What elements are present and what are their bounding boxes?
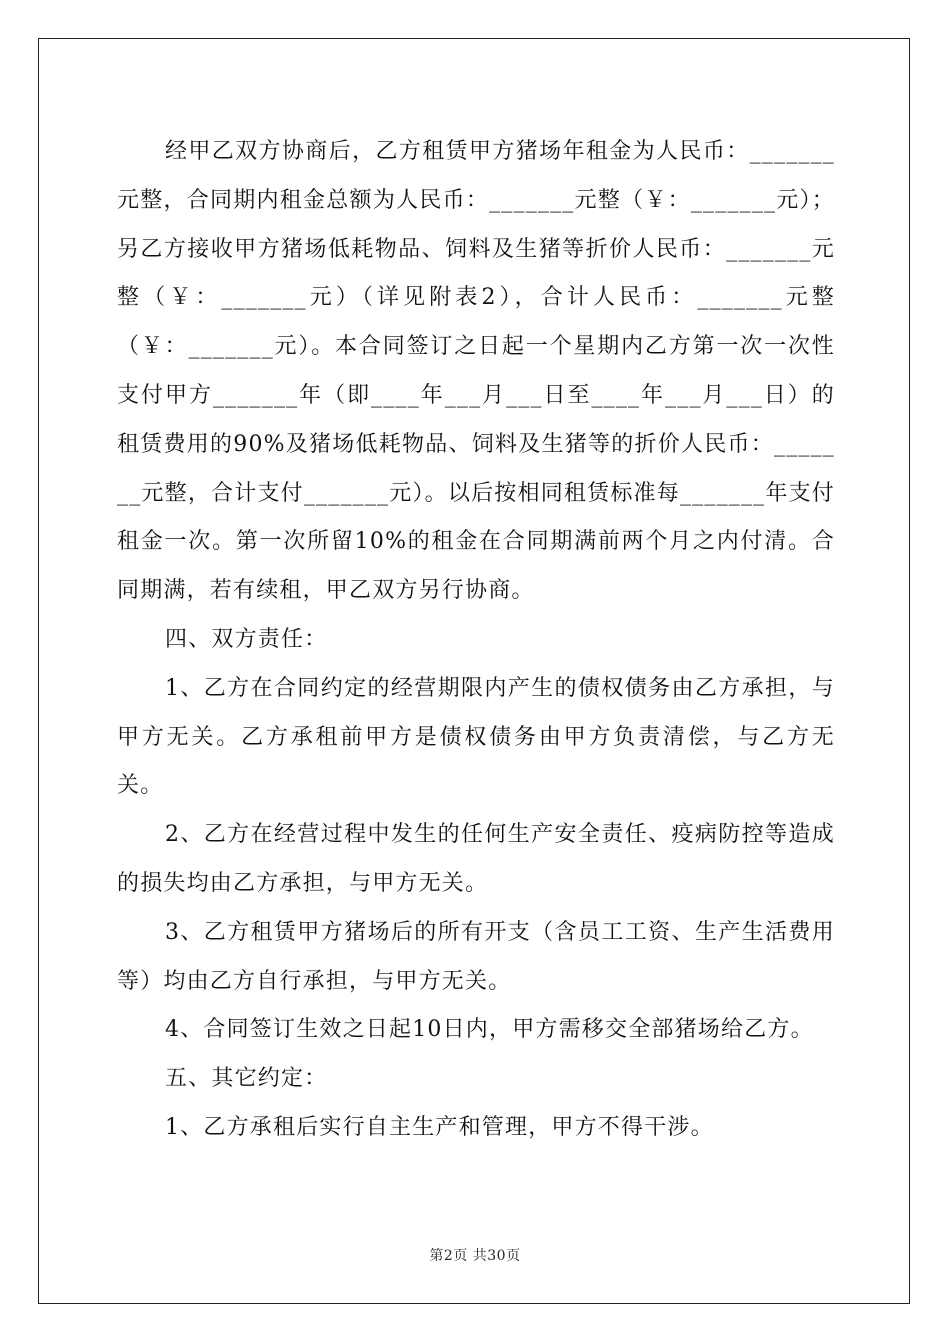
paragraph-duty-4: 4、合同签订生效之日起10日内，甲方需移交全部猪场给乙方。 bbox=[165, 1017, 814, 1043]
paragraph-other-1: 1、乙方承租后实行自主生产和管理，甲方不得干涉。 bbox=[165, 1114, 714, 1140]
paragraph-duty-2: 2、乙方在经营过程中发生的任何生产安全责任、疫病防控等造成的损失均由乙方承担，与甲方无关。 bbox=[117, 822, 835, 896]
section-four-heading: 四、双方责任： bbox=[165, 626, 328, 652]
paragraph-duty-1: 1、乙方在合同约定的经营期限内产生的债权债务由乙方承担，与甲方无关。乙方承租前甲方是债权债务由甲方负责清偿，与乙方无关。 bbox=[117, 675, 835, 799]
page-number-footer: 第2页 共30页 bbox=[429, 1248, 521, 1264]
paragraph-duty-3: 3、乙方租赁甲方猪场后的所有开支（含员工工资、生产生活费用等）均由乙方自行承担，与甲方无关。 bbox=[117, 919, 835, 994]
paragraph-rent-payment: 经甲乙双方协商后，乙方租赁甲方猪场年租金为人民币：_______元整，合同期内租金总额为人民币：_______元整（￥：_______元）；另乙方接收甲方猪场低耗物品、饲料及生猪等折价人民币：_______元整（￥：_______元）（详见附表2），合计人民币：_______元整（￥：_______元）。本合同签订之日起一个星期内乙方第一次一次性支付甲方_______年（即____年___月___日至____年___月___日）的租赁费用的90%及猪场低耗物品、饲料及生猪等的折价人民币：_______元整，合计支付_______元）。以后按相同租赁标准每_______年支付租金一次。第一次所留10%的租金在合同期满前两个月之内付清。合同期满，若有续租，甲乙双方另行协商。 bbox=[117, 139, 835, 604]
document-body bbox=[117, 128, 835, 1153]
section-five-heading: 五、其它约定： bbox=[165, 1066, 328, 1092]
